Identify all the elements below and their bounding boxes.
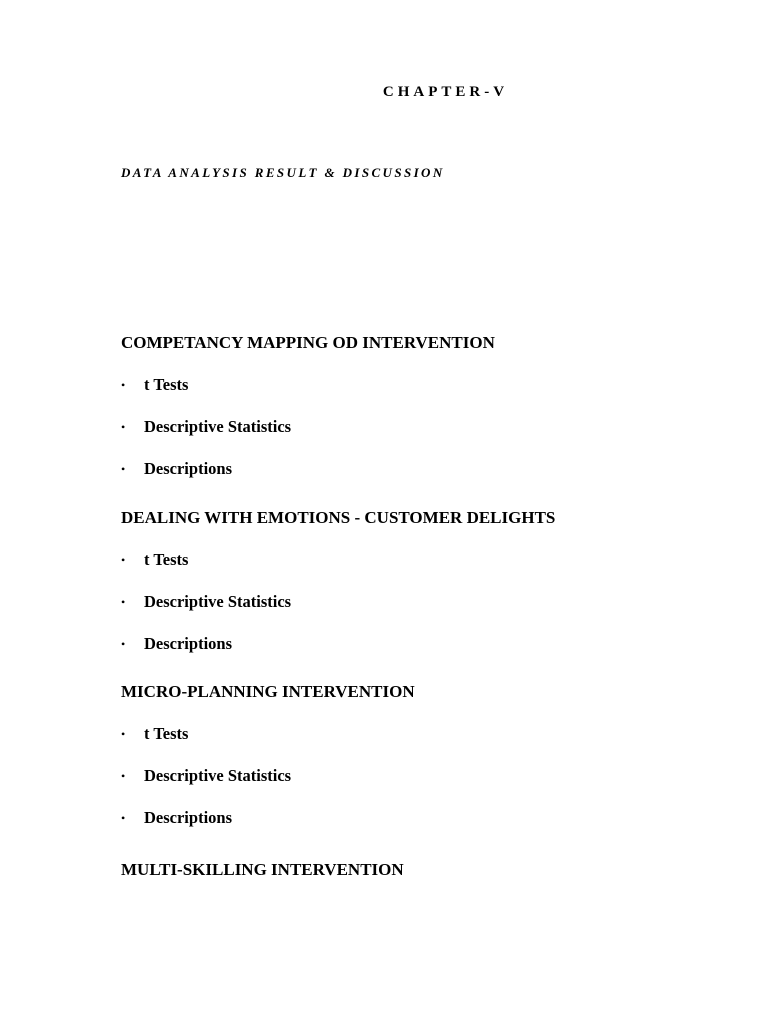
section-competancy-mapping — [121, 333, 741, 479]
bullet-icon: • — [121, 553, 126, 567]
list-item — [121, 550, 741, 570]
list-item — [121, 724, 741, 744]
list-item-label: t Tests — [144, 724, 189, 743]
list-item — [121, 459, 741, 479]
list-item — [121, 634, 741, 654]
list-item — [121, 808, 741, 828]
bullet-icon: • — [121, 595, 126, 609]
list-item — [121, 766, 741, 786]
section-dealing-with-emotions — [121, 508, 741, 654]
list-item-label: Descriptions — [144, 459, 232, 478]
list-item — [121, 375, 741, 395]
chapter-title: CHAPTER-V — [382, 84, 509, 100]
list-item-label: t Tests — [144, 550, 189, 569]
bullet-icon: • — [121, 637, 126, 651]
bullet-icon: • — [121, 420, 126, 434]
section-multi-skilling — [121, 860, 741, 880]
bullet-icon: • — [121, 811, 126, 825]
list-item-label: Descriptive Statistics — [144, 766, 292, 785]
section-heading: MICRO-PLANNING INTERVENTION — [121, 682, 415, 701]
list-item-label: t Tests — [144, 375, 189, 394]
chapter-subtitle: DATA ANALYSIS RESULT & DISCUSSION — [121, 165, 445, 180]
bullet-icon: • — [121, 727, 126, 741]
bullet-list — [121, 724, 741, 828]
section-heading: DEALING WITH EMOTIONS - CUSTOMER DELIGHTS — [121, 508, 556, 527]
section-heading: MULTI-SKILLING INTERVENTION — [121, 860, 404, 879]
bullet-list — [121, 375, 741, 479]
section-heading: COMPETANCY MAPPING OD INTERVENTION — [121, 333, 495, 352]
list-item-label: Descriptive Statistics — [144, 592, 292, 611]
bullet-icon: • — [121, 462, 126, 476]
list-item-label: Descriptions — [144, 634, 232, 653]
list-item — [121, 417, 741, 437]
section-micro-planning — [121, 682, 741, 828]
bullet-icon: • — [121, 769, 126, 783]
list-item — [121, 592, 741, 612]
bullet-list — [121, 550, 741, 654]
list-item-label: Descriptive Statistics — [144, 417, 292, 436]
bullet-icon: • — [121, 378, 126, 392]
list-item-label: Descriptions — [144, 808, 232, 827]
